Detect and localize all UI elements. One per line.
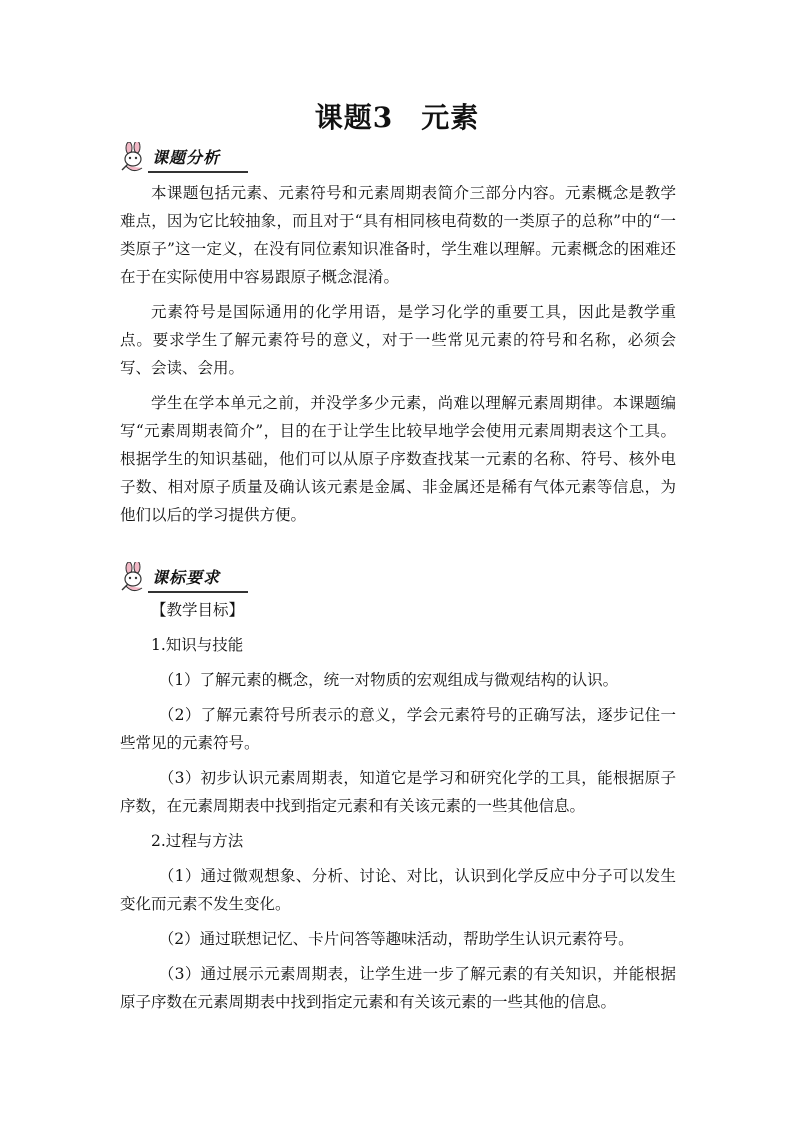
lesson-name: 元素 (421, 101, 480, 134)
lesson-number: 课题3 (314, 101, 394, 134)
knowledge-item-1: （1）了解元素的概念，统一对物质的宏观组成与微观结构的认识。 (158, 671, 619, 689)
sub-heading-knowledge: 1.知识与技能 (151, 636, 244, 654)
analysis-paragraph-3: 学生在学本单元之前，并没学多少元素，尚难以理解元素周期律。本课题编写“元素周期表简介”，目的在于让学生比较早地学会使用元素周期表这个工具。根据学生的知识基础，他们可以从原子序数查找某一元素的名称、符号、核外电子数、相对原子质量及确认该元素是金属、非金属还是稀有气体元素等信息，为他们以后的学习提供方便。 (120, 394, 676, 524)
section-header-analysis (118, 142, 248, 176)
section-label-analysis: 课题分析 (152, 148, 221, 167)
section-underline (148, 591, 248, 593)
analysis-paragraph-1: 本课题包括元素、元素符号和元素周期表简介三部分内容。元素概念是教学难点，因为它比较抽象，而且对于“具有相同核电荷数的一类原子的总称”中的“一类原子”这一定义，在没有同位素知识准备时，学生难以理解。元素概念的困难还在于在实际使用中容易跟原子概念混淆。 (120, 184, 676, 286)
page-title (0, 98, 794, 138)
rabbit-mascot-icon (118, 142, 152, 176)
rabbit-mascot-icon (118, 562, 152, 596)
goal-heading: 【教学目标】 (151, 601, 245, 619)
knowledge-item-3: （3）初步认识元素周期表，知道它是学习和研究化学的工具，能根据原子序数，在元素周期表中找到指定元素和有关该元素的一些其他信息。 (120, 769, 676, 815)
section-underline (148, 171, 248, 173)
section-header-standards (118, 562, 248, 596)
sub-heading-process: 2.过程与方法 (151, 832, 244, 850)
process-item-2: （2）通过联想记忆、卡片问答等趣味活动，帮助学生认识元素符号。 (158, 930, 634, 948)
analysis-paragraph-2: 元素符号是国际通用的化学用语，是学习化学的重要工具，因此是教学重点。要求学生了解元素符号的意义，对于一些常见元素的符号和名称，必须会写、会读、会用。 (120, 303, 676, 377)
process-item-1: （1）通过微观想象、分析、讨论、对比，认识到化学反应中分子可以发生变化而元素不发生变化。 (120, 867, 676, 913)
knowledge-item-2: （2）了解元素符号所表示的意义，学会元素符号的正确写法，逐步记住一些常见的元素符号。 (120, 706, 676, 752)
section-label-standards: 课标要求 (152, 568, 221, 587)
standards-content (120, 596, 676, 1023)
process-item-3: （3）通过展示元素周期表，让学生进一步了解元素的有关知识，并能根据原子序数在元素周期表中找到指定元素和有关该元素的一些其他的信息。 (120, 965, 676, 1011)
analysis-text (120, 179, 676, 536)
